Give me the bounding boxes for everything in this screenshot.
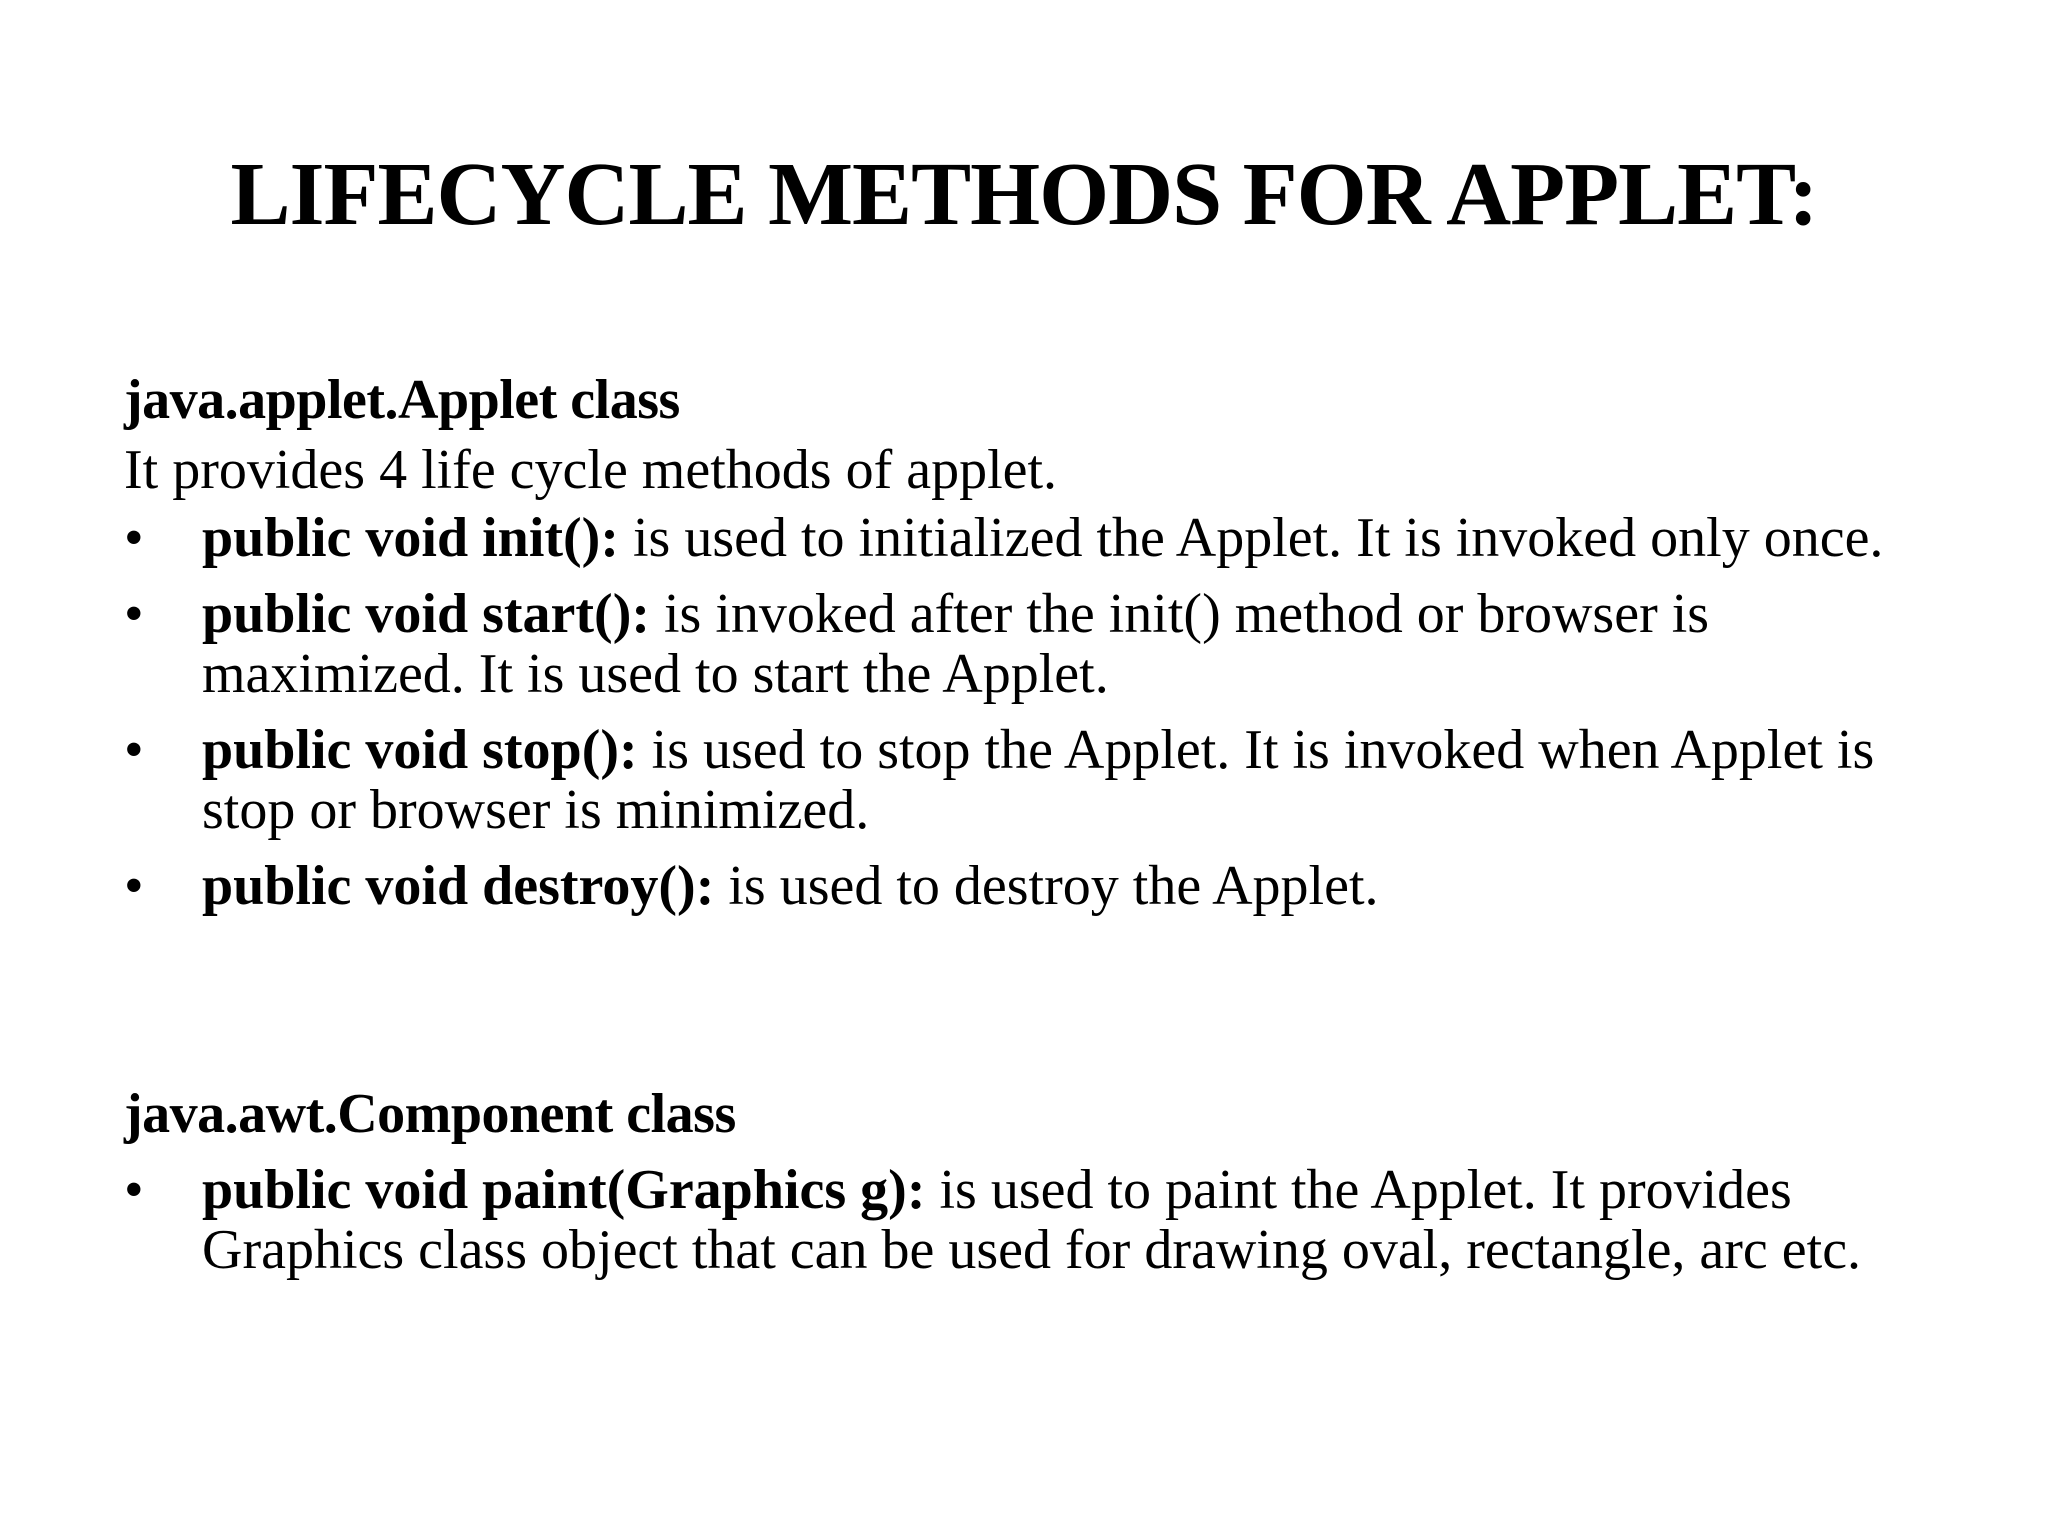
method-signature: public void start(): <box>202 583 650 645</box>
applet-method-list <box>124 508 1964 916</box>
method-item-paint <box>124 1160 1964 1280</box>
method-signature: public void init(): <box>202 507 619 569</box>
applet-class-heading: java.applet.Applet class <box>124 369 680 431</box>
bullet-icon: • <box>124 855 144 917</box>
method-signature: public void destroy(): <box>202 855 715 917</box>
method-signature: public void stop(): <box>202 719 638 781</box>
method-description: is used to destroy the Applet. <box>714 855 1379 917</box>
method-item-destroy <box>124 856 1964 916</box>
method-item-start <box>124 584 1964 704</box>
component-section <box>124 1082 1964 1296</box>
method-item-stop <box>124 720 1964 840</box>
bullet-icon: • <box>124 507 144 569</box>
applet-intro: It provides 4 life cycle methods of applet. <box>124 439 1058 501</box>
method-description: is invoked after the init() method or browser is maximized. It is used to start the Applet. <box>202 583 1710 705</box>
method-item-init <box>124 508 1964 568</box>
applet-section <box>124 368 1964 932</box>
component-class-heading: java.awt.Component class <box>124 1083 736 1145</box>
method-signature: public void paint(Graphics g): <box>202 1159 926 1221</box>
bullet-icon: • <box>124 719 144 781</box>
method-description: is used to paint the Applet. It provides Graphics class object that can be used for drawing oval, rectangle, arc etc. <box>202 1159 1862 1281</box>
bullet-icon: • <box>124 1159 144 1221</box>
bullet-icon: • <box>124 583 144 645</box>
slide-title: LIFECYCLE METHODS FOR APPLET: <box>230 145 1818 244</box>
component-method-list <box>124 1160 1964 1280</box>
method-description: is used to initialized the Applet. It is invoked only once. <box>618 507 1884 569</box>
method-description: is used to stop the Applet. It is invoked when Applet is stop or browser is minimized. <box>202 719 1875 841</box>
